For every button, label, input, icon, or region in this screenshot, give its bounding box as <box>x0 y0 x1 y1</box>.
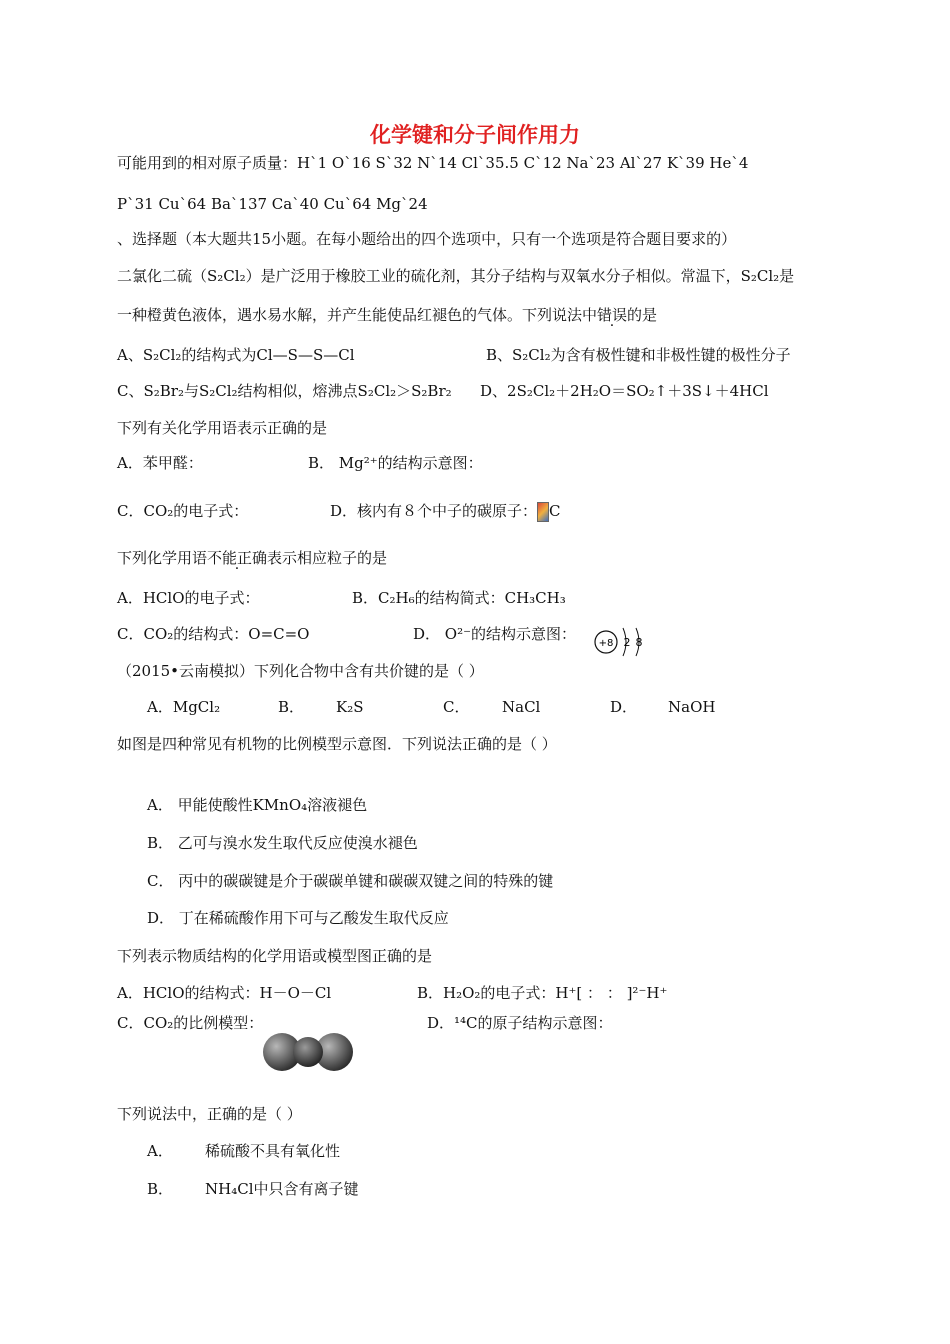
q3-stem-part-c: 表示相应粒子的是 <box>267 549 388 567</box>
shell-2-electrons: 8 <box>635 636 643 649</box>
q5-option-d: D． 丁在稀硫酸作用下可与乙酸发生取代反应 <box>147 909 449 927</box>
q1-option-a: A、S₂Cl₂的结构式为Cl—S—S—Cl <box>117 346 355 364</box>
q7-stem: 下列说法中，正确的是（ ） <box>117 1105 302 1123</box>
q5-option-a: A． 甲能使酸性KMnO₄溶液褪色 <box>147 796 368 814</box>
q4-option-d: NaOH <box>668 698 716 716</box>
q6-option-d: D．¹⁴C的原子结构示意图： <box>427 1014 613 1032</box>
atomic-masses-line-1: 可能用到的相对原子质量：H`1 O`16 S`32 N`14 Cl`35.5 C`12 Na`23 Al`27 K`39 He`4 <box>117 154 749 172</box>
section-heading: 、选择题（本大题共15小题。在每小题给出的四个选项中，只有一个选项是符合题目要求的） <box>117 230 737 248</box>
q1-option-c: C、S₂Br₂与S₂Cl₂结构相似，熔沸点S₂Cl₂＞S₂Br₂ <box>117 382 452 400</box>
carbon-atom <box>293 1037 323 1067</box>
q1-stem-part-c: 的是 <box>627 306 658 324</box>
atomic-masses-line-2: P`31 Cu`64 Ba`137 Ca`40 Cu`64 Mg`24 <box>117 195 428 213</box>
q2-option-c: C．CO₂的电子式： <box>117 502 249 520</box>
isotope-image-icon <box>537 502 549 522</box>
q4-option-d-label: D． <box>610 698 638 716</box>
q7-option-a-label: A． <box>147 1142 173 1160</box>
q5-option-b: B． 乙可与溴水发生取代反应使溴水褪色 <box>147 834 418 852</box>
q5-stem: 如图是四种常见有机物的比例模型示意图．下列说法正确的是（ ） <box>117 735 557 753</box>
q4-option-b-label: B． <box>278 698 305 716</box>
co2-space-filling-model <box>262 1030 354 1074</box>
nucleus-charge: +8 <box>598 638 614 649</box>
q7-option-a: 稀硫酸不具有氧化性 <box>205 1142 341 1160</box>
q3-option-d: D． O²⁻的结构示意图： <box>413 625 577 643</box>
q1-option-b: B、S₂Cl₂为含有极性键和非极性键的极性分子 <box>486 346 791 364</box>
q2-option-d <box>330 501 561 522</box>
q2-option-d-symbol: C <box>549 502 561 520</box>
q1-stem-line-1: 二氯化二硫（S₂Cl₂）是广泛用于橡胶工业的硫化剂，其分子结构与双氧水分子相似。常温下，S₂Cl₂是 <box>117 267 795 285</box>
q3-option-a: A．HClO的电子式： <box>117 589 260 607</box>
q6-option-b: B．H₂O₂的电子式：H⁺[ ： ： ]²⁻H⁺ <box>417 984 668 1002</box>
q1-stem-part-a: 一种橙黄色液体，遇水易水解，并产生能使品红褪色的气体。下列说法中 <box>117 306 598 324</box>
q5-option-c: C． 丙中的碳碳键是介于碳碳单键和碳碳双键之间的特殊的键 <box>147 872 554 890</box>
q3-option-b: B．C₂H₆的结构简式：CH₃CH₃ <box>352 589 566 607</box>
oxide-ion-structure-diagram <box>593 625 653 661</box>
q6-stem: 下列表示物质结构的化学用语或模型图正确的是 <box>117 947 433 965</box>
q2-option-d-text: D．核内有８个中子的碳原子： <box>330 502 538 520</box>
q3-stem-part-a: 下列化学用语 <box>117 549 208 567</box>
q2-option-b: B． Mg²⁺的结构示意图： <box>308 454 483 472</box>
q4-option-c: NaCl <box>502 698 541 716</box>
q3-stem <box>117 548 387 568</box>
q6-option-c: C．CO₂的比例模型： <box>117 1014 264 1032</box>
q4-option-a: A．MgCl₂ <box>147 698 221 716</box>
q4-stem: （2015•云南模拟）下列化合物中含有共价键的是（ ） <box>117 662 484 680</box>
shell-1-electrons: 2 <box>623 636 631 649</box>
q4-option-b: K₂S <box>336 698 364 716</box>
q4-option-c-label: C． <box>443 698 470 716</box>
q6-option-a: A．HClO的结构式：H－O－Cl <box>117 984 332 1002</box>
q1-emphasis: 错误 <box>597 306 628 324</box>
q1-stem-line-2 <box>117 305 657 325</box>
page-title: 化学键和分子间作用力 <box>370 122 580 147</box>
q7-option-b-label: B． <box>147 1180 174 1198</box>
q3-emphasis: 不能正确 <box>207 549 268 567</box>
q3-option-c: C．CO₂的结构式：O=C=O <box>117 625 310 643</box>
q1-option-d: D、2S₂Cl₂＋2H₂O＝SO₂↑＋3S↓＋4HCl <box>480 382 769 400</box>
q2-stem: 下列有关化学用语表示正确的是 <box>117 419 328 437</box>
q2-option-a: A．苯甲醛： <box>117 454 203 472</box>
q7-option-b: NH₄Cl中只含有离子键 <box>205 1180 359 1198</box>
